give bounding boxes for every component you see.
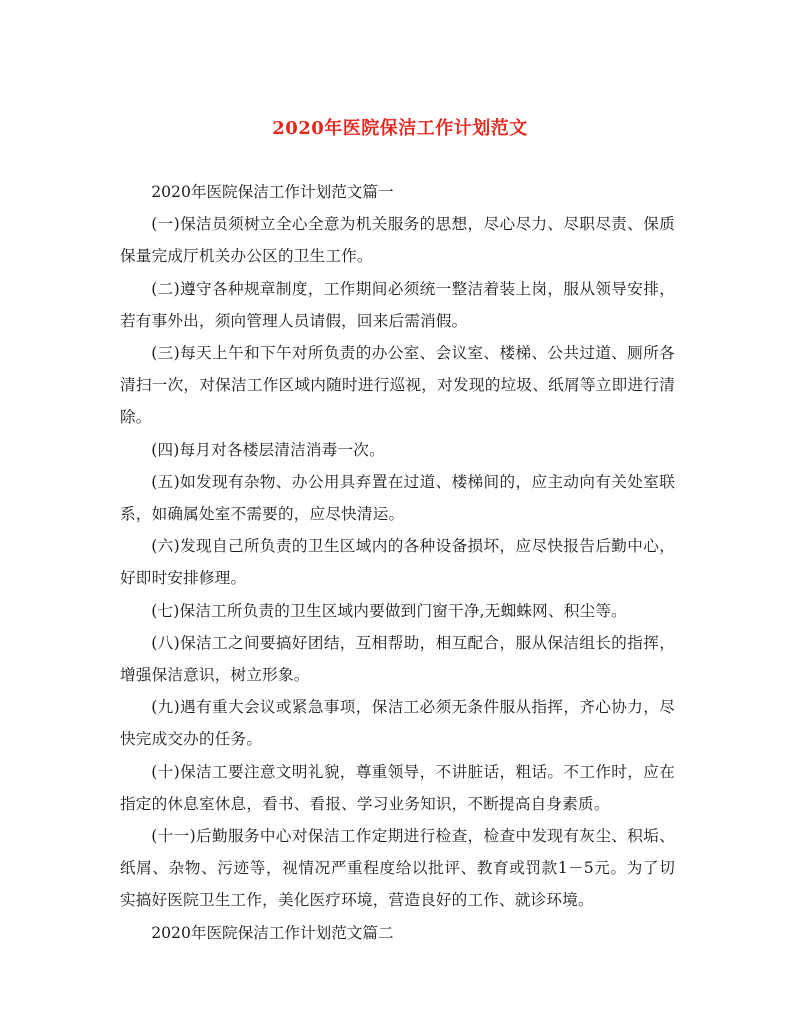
paragraph-11: (十一)后勤服务中心对保洁工作定期进行检查，检查中发现有灰尘、积垢、纸屑、杂物、污迹等，视情况严重程度给以批评、教育或罚款1－5元。为了切实搞好医院卫生工作，美化医疗环境，营造良好的工作、就诊环境。 [120,827,675,910]
paragraph-4: (四)每月对各楼层清洁消毒一次。 [151,440,385,459]
paragraph-9: (九)遇有重大会议或紧急事项，保洁工必须无条件服从指挥，齐心协力，尽快完成交办的任务。 [120,698,675,749]
document-title: 2020年医院保洁工作计划范文 [272,118,528,139]
paragraph-2: (二)遵守各种规章制度，工作期间必须统一整洁着装上岗，服从领导安排，若有事外出，须向管理人员请假，回来后需消假。 [120,279,675,330]
section-heading-1: 2020年医院保洁工作计划范文篇一 [151,183,394,201]
paragraph-10: (十)保洁工要注意文明礼貌，尊重领导，不讲脏话，粗话。不工作时，应在指定的休息室休息，看书、看报、学习业务知识，不断提高自身素质。 [120,762,675,813]
paragraph-5: (五)如发现有杂物、办公用具弃置在过道、楼梯间的，应主动向有关处室联系，如确属处室不需要的，应尽快清运。 [120,472,675,524]
paragraph-8: (八)保洁工之间要搞好团结，互相帮助，相互配合，服从保洁组长的指挥，增强保洁意识，树立形象。 [120,633,675,685]
paragraph-6: (六)发现自己所负责的卫生区域内的各种设备损坏，应尽快报告后勤中心，好即时安排修理。 [120,537,675,588]
paragraph-1: (一)保洁员须树立全心全意为机关服务的思想，尽心尽力、尽职尽责、保质保量完成厅机关办公区的卫生工作。 [120,215,675,266]
paragraph-7: (七)保洁工所负责的卫生区域内要做到门窗干净,无蜘蛛网、积尘等。 [151,601,627,620]
section-heading-2: 2020年医院保洁工作计划范文篇二 [151,923,394,942]
paragraph-3: (三)每天上午和下午对所负责的办公室、会议室、楼梯、公共过道、厕所各清扫一次，对保洁工作区域内随时进行巡视，对发现的垃圾、纸屑等立即进行清除。 [120,344,675,427]
document-body [120,176,675,949]
